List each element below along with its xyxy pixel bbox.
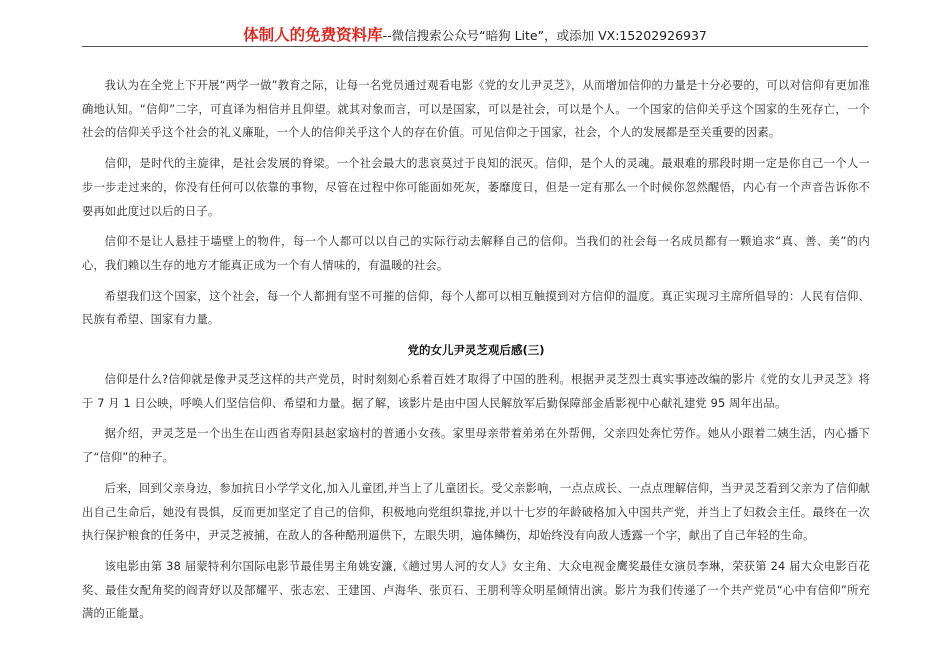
paragraph: 后来，回到父亲身边，参加抗日小学学文化,加入儿童团,并当上了儿童团长。受父亲影响，一点点成长、一点点理解信仰，当尹灵芝看到父亲为了信仰献出自己生命后，她没有畏惧，反而更加坚定了自己的信仰，积极地向党组织靠拢,并以十七岁的年龄破格加入中国共产党，并当上了妇救会主任。最终在一次执行保护粮食的任务中，尹灵芝被捕，在敌人的各种酷刑逼供下，左眼失明，遍体鳞伤，却始终没有向敌人透露一个字，献出了自己年轻的生命。 xyxy=(82,481,870,543)
paragraph: 据介绍，尹灵芝是一个出生在山西省寿阳县赵家垴村的普通小女孩。家里母亲带着弟弟在外帮佣，父亲四处奔忙劳作。她从小跟着二姨生活，内心播下了“信仰”的种子。 xyxy=(82,427,870,465)
header-contact-text: --微信搜索公众号“暗狗 Lite”，或添加 VX:15202926937 xyxy=(382,28,707,43)
header-divider xyxy=(82,46,868,47)
paragraph: 希望我们这个国家，这个社会，每一个人都拥有坚不可摧的信仰，每个人都可以相互触摸到对方信仰的温度。真正实现习主席所倡导的：人民有信仰、民族有希望、国家有力量。 xyxy=(82,289,870,327)
paragraph: 信仰是什么?信仰就是像尹灵芝这样的共产党员，时时刻刻心系着百姓才取得了中国的胜利。根据尹灵芝烈士真实事迹改编的影片《党的女儿尹灵芝》将于 7 月 1 日公映，呼唤人们坚信信仰、希望和力量。据了解，该影片是由中国人民解放军后勤保障部金盾影视中心献礼建党 95 周年出品。 xyxy=(82,373,870,410)
paragraph: 信仰，是时代的主旋律，是社会发展的脊梁。一个社会最大的悲哀莫过于良知的泯灭。信仰，是个人的灵魂。最艰难的那段时期一定是你自己一个人一步一步走过来的，你没有任何可以依靠的事物，尽管在过程中你可能面如死灰，萎靡度日，但是一定有那么一个时候你忽然醒悟，内心有一个声音告诉你不要再如此度过以后的日子。 xyxy=(82,157,870,218)
paragraph: 该电影由第 38 届蒙特利尔国际电影节最佳男主角姚安濂,《趟过男人河的女人》女主角、大众电视金鹰奖最佳女演员李琳，荣获第 24 届大众电影百花奖、最佳女配角奖的阎青妤以及郜耀平、张志宏、王建国、卢海华、张页石、王朋利等众明星倾情出演。影片为我们传递了一个共产党员“心中有信仰”所充满的正能量。 xyxy=(82,559,870,621)
page-header xyxy=(82,24,868,46)
paragraph: 我认为在全党上下开展“两学一做”教育之际，让每一名党员通过观看电影《党的女儿尹灵芝》，从而增加信仰的力量是十分必要的，可以对信仰有更加准确地认知。“信仰”二字，可直译为相信并且仰望。就其对象而言，可以是国家，可以是社会，可以是个人。一个国家的信仰关乎这个国家的生死存亡，一个社会的信仰关乎这个社会的礼义廉耻，一个人的信仰关乎这个人的存在价值。可见信仰之于国家，社会，个人的发展都是至关重要的因素。 xyxy=(82,79,870,140)
paragraph: 信仰不是让人悬挂于墙壁上的物件，每一个人都可以以自己的实际行动去解释自己的信仰。当我们的社会每一名成员都有一颗追求“真、善、美”的内心，我们赖以生存的地方才能真正成为一个有人情味的，有温暖的社会。 xyxy=(82,235,870,272)
header-brand-title: 体制人的免费资料库 xyxy=(243,26,383,44)
section-heading: 党的女儿尹灵芝观后感(三) xyxy=(407,343,545,358)
document-body xyxy=(82,74,870,633)
